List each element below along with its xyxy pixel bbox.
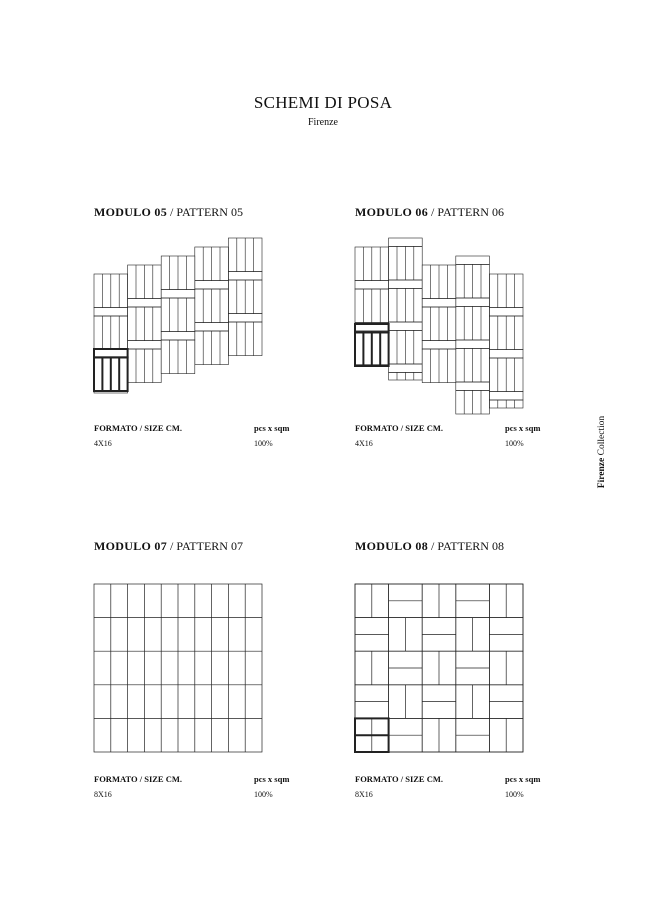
tile-strip (195, 323, 229, 331)
tile-strip (489, 350, 523, 358)
module-08-format-label: FORMATO / SIZE CM. (355, 774, 443, 784)
pattern-08-diagram (355, 584, 523, 754)
module-06-modulo: MODULO 06 (355, 205, 429, 219)
tile-strip (228, 272, 262, 280)
module-05-format-label: FORMATO / SIZE CM. (94, 423, 182, 433)
module-07-title: MODULO 07 / PATTERN 07 (94, 539, 243, 553)
module-06-pattern: PATTERN 06 (437, 205, 504, 219)
module-07-format-label: FORMATO / SIZE CM. (94, 774, 182, 784)
tile-strip (456, 340, 490, 348)
module-06-size: 4X16 (355, 439, 373, 448)
module-05-pcs: 100% (254, 439, 273, 448)
side-label-regular: Collection (597, 415, 607, 458)
tile-strip (195, 281, 229, 289)
module-05-pcs-label: pcs x sqm (254, 423, 290, 433)
pattern-06-diagram (355, 238, 523, 416)
module-07-modulo: MODULO 07 (94, 539, 168, 553)
tile-strip (389, 322, 423, 330)
tile-strip (422, 299, 456, 307)
module-07-pattern: PATTERN 07 (176, 539, 243, 553)
tile-strip (422, 341, 456, 349)
module-08-pattern: PATTERN 08 (437, 539, 504, 553)
module-06-pcs-label: pcs x sqm (505, 423, 541, 433)
tile-strip (389, 238, 423, 246)
module-08-size: 8X16 (355, 790, 373, 799)
tile-strip (456, 256, 490, 264)
pattern-05-diagram (94, 238, 262, 393)
side-label-bold: Firenze (597, 457, 607, 489)
module-07-size: 8X16 (94, 790, 112, 799)
tile-strip (389, 364, 423, 372)
module-05-size: 4X16 (94, 439, 112, 448)
tile-strip (228, 314, 262, 322)
module-05-pattern: PATTERN 05 (176, 205, 243, 219)
module-05-title: MODULO 05 / PATTERN 05 (94, 205, 243, 219)
module-06-pcs: 100% (505, 439, 524, 448)
page-title: SCHEMI DI POSA (253, 93, 393, 112)
tile-strip (355, 281, 389, 289)
module-08-pcs-label: pcs x sqm (505, 774, 541, 784)
module-06-title: MODULO 06 / PATTERN 06 (355, 205, 504, 219)
module-06-format-label: FORMATO / SIZE CM. (355, 423, 443, 433)
module-08-title: MODULO 08 / PATTERN 08 (355, 539, 504, 553)
tile-strip (456, 298, 490, 306)
tile-strip (161, 290, 195, 298)
module-07-pcs-label: pcs x sqm (254, 774, 290, 784)
tile-strip (489, 308, 523, 316)
pattern-07-diagram (94, 584, 262, 754)
tile-strip (389, 280, 423, 288)
tile-strip (456, 382, 490, 390)
tile-strip (128, 299, 162, 307)
page-subtitle: Firenze (308, 117, 338, 128)
module-05-modulo: MODULO 05 (94, 205, 168, 219)
tile-strip (161, 332, 195, 340)
tile-strip (128, 341, 162, 349)
tile-strip (489, 392, 523, 400)
module-08-pcs: 100% (505, 790, 524, 799)
highlight-module (94, 349, 128, 357)
module-08-modulo: MODULO 08 (355, 539, 429, 553)
module-07-pcs: 100% (254, 790, 273, 799)
tile-strip (94, 308, 128, 316)
